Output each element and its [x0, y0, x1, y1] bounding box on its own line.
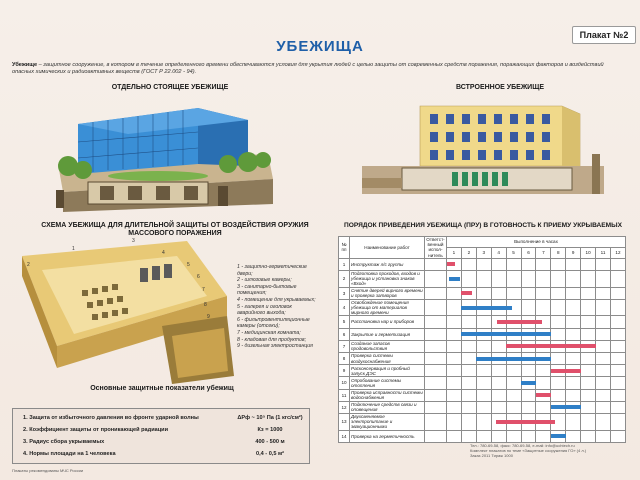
col-header-executor: Ответст-венный испол-нитель [426, 237, 445, 258]
hour-cell [566, 299, 581, 316]
hour-cell [461, 258, 476, 270]
hour-cell [447, 430, 462, 442]
work-name: Подключение средств связи и оповещения [350, 401, 425, 413]
hour-header: 11 [596, 247, 611, 258]
schedule-bar [497, 320, 542, 324]
executor-cell [425, 413, 447, 430]
hour-cell [521, 401, 536, 413]
hour-cell [610, 365, 625, 377]
hour-cell [596, 258, 611, 270]
row-number: 11 [339, 389, 350, 401]
executor-cell [425, 316, 447, 328]
schedule-bar [551, 434, 566, 438]
hour-cell [566, 377, 581, 389]
indicator-label: 3. Радиус сбора укрываемых [23, 439, 105, 445]
hour-cell [521, 287, 536, 299]
svg-text:8: 8 [204, 302, 207, 308]
legend-item: 1 - защитно-герметические [237, 264, 307, 270]
table-row [339, 401, 626, 413]
hour-cell [566, 258, 581, 270]
procedure-title: ПОРЯДОК ПРИВЕДЕНИЯ УБЕЖИЩА (ПРУ) В ГОТОВНОСТЬ К ПРИЕМУ УКРЫВАЕМЫХ [343, 222, 623, 229]
hour-cell [461, 340, 476, 352]
row-number: 7 [339, 340, 350, 352]
footer-left-note: Плакаты рекомендованы МЧС России [12, 468, 84, 473]
indicator-label: 1. Защита от избыточного давления во фронте ударной волны [23, 415, 199, 421]
svg-text:5: 5 [187, 262, 190, 268]
hour-cell [461, 316, 476, 328]
executor-cell [425, 287, 447, 299]
row-number: 3 [339, 287, 350, 299]
executor-cell [425, 299, 447, 316]
col-header-hours-title: Выполнение в часах [447, 237, 626, 248]
hour-cell [581, 299, 596, 316]
indicator-label: 4. Нормы площади на 1 человека [23, 451, 116, 457]
svg-text:9: 9 [207, 314, 210, 320]
hour-header: 2 [461, 247, 476, 258]
hour-cell [447, 389, 462, 401]
hour-cell [447, 328, 462, 340]
work-name: Освобождение помещения убежища от материалов мирного времени [350, 299, 425, 316]
hour-cell [447, 377, 462, 389]
hour-cell [506, 401, 521, 413]
hour-cell [506, 430, 521, 442]
hour-cell [610, 352, 625, 364]
hour-cell [551, 287, 566, 299]
hour-cell [596, 316, 611, 328]
table-row [339, 389, 626, 401]
hour-cell [491, 287, 506, 299]
schedule-bar [551, 405, 581, 409]
indicators-title: Основные защитные показатели убежищ [90, 385, 234, 392]
hour-cell [521, 389, 536, 401]
legend-item: 3 - санитарно-бытовые [237, 283, 297, 290]
executor-cell [425, 352, 447, 364]
definition-text [12, 62, 624, 76]
svg-text:2: 2 [27, 262, 30, 268]
indicator-value: 0,4 - 0,5 м² [255, 451, 285, 457]
hour-cell [581, 401, 596, 413]
hour-cell [581, 377, 596, 389]
hour-cell [491, 271, 506, 288]
hour-header: 6 [521, 247, 536, 258]
hour-cell [581, 258, 596, 270]
row-number: 6 [339, 328, 350, 340]
col-header-num: № пп [339, 237, 350, 259]
executor-cell [425, 389, 447, 401]
hour-cell [536, 377, 551, 389]
hour-cell [506, 287, 521, 299]
hour-cell [610, 413, 625, 430]
hour-cell [581, 352, 596, 364]
hour-cell [551, 271, 566, 288]
hour-cell [551, 258, 566, 270]
legend-item: 2 - шлюзовые камеры; [237, 277, 292, 284]
table-row [339, 413, 626, 430]
hour-cell [461, 377, 476, 389]
hour-cell [506, 377, 521, 389]
hour-cell [581, 365, 596, 377]
hour-cell [581, 413, 596, 430]
row-number: 8 [339, 352, 350, 364]
hour-cell [551, 352, 566, 364]
executor-cell [425, 258, 447, 270]
hour-header: 12 [610, 247, 625, 258]
legend-item: 4 - помещение для укрываемых; [237, 296, 316, 303]
work-name: Проверка системы воздухоснабжения [350, 352, 425, 364]
schedule-bar [476, 357, 551, 361]
svg-text:4: 4 [162, 250, 165, 256]
hour-cell [476, 287, 491, 299]
indicator-value: 400 - 500 м [255, 439, 285, 445]
hour-cell [596, 299, 611, 316]
hour-cell [566, 352, 581, 364]
hour-cell [521, 365, 536, 377]
hour-cell [447, 413, 462, 430]
poster-number-badge: Плакат №2 [572, 26, 636, 44]
hour-cell [447, 287, 462, 299]
table-row [339, 430, 626, 442]
hour-cell [596, 377, 611, 389]
schedule-bar [449, 277, 459, 281]
builtin-shelter-illustration [342, 94, 627, 204]
row-number: 9 [339, 365, 350, 377]
hour-cell [491, 430, 506, 442]
hour-cell [551, 316, 566, 328]
row-number: 10 [339, 377, 350, 389]
svg-text:1: 1 [72, 246, 75, 252]
hour-cell [461, 430, 476, 442]
protective-indicators-box [12, 385, 310, 464]
hour-cell [610, 258, 625, 270]
hour-cell [581, 316, 596, 328]
hour-cell [596, 340, 611, 352]
hour-cell [461, 389, 476, 401]
hour-cell [476, 401, 491, 413]
schedule-bar [461, 291, 471, 295]
hour-cell [581, 287, 596, 299]
hour-cell [566, 389, 581, 401]
hour-cell [461, 365, 476, 377]
hour-cell [521, 271, 536, 288]
schedule-bar [496, 420, 556, 424]
standalone-shelter-illustration [48, 94, 278, 214]
standalone-shelter-title: ОТДЕЛЬНО СТОЯЩЕЕ УБЕЖИЩЕ [111, 84, 229, 91]
work-name: Расконсервация и пробный запуск ДЭС [350, 365, 425, 377]
legend-item: помещения; [237, 290, 267, 297]
hour-cell [536, 299, 551, 316]
legend-item: 7 - медицинская комната; [237, 329, 301, 336]
hour-cell [610, 271, 625, 288]
hour-cell [596, 271, 611, 288]
hour-cell [566, 287, 581, 299]
hour-cell [536, 365, 551, 377]
work-name: Подготовка проходов, входов и убежища и установка знаков «Вход» [350, 271, 425, 288]
page-title: УБЕЖИЩА [276, 38, 364, 55]
hour-cell [536, 287, 551, 299]
executor-cell [425, 401, 447, 413]
hour-cell [610, 299, 625, 316]
builtin-shelter-title: ВСТРОЕННОЕ УБЕЖИЩЕ [455, 84, 545, 91]
schedule-bar [461, 332, 551, 336]
hour-cell [476, 413, 491, 430]
hour-cell [461, 271, 476, 288]
hour-cell [461, 352, 476, 364]
hour-cell [521, 299, 536, 316]
row-number: 1 [339, 258, 350, 270]
hour-cell [551, 377, 566, 389]
hour-cell [536, 271, 551, 288]
executor-cell [425, 328, 447, 340]
hour-cell [447, 299, 462, 316]
hour-cell [476, 430, 491, 442]
work-name: Создание запасов продовольствия [350, 340, 425, 352]
hour-cell [610, 430, 625, 442]
hour-cell [581, 389, 596, 401]
hour-cell [506, 389, 521, 401]
indicator-label: 2. Коэффициент защиты от проникающей радиации [23, 427, 169, 433]
hour-cell [566, 430, 581, 442]
executor-cell [425, 430, 447, 442]
executor-cell [425, 340, 447, 352]
indicator-value: ΔPф ~ 10⁵ Па (1 кгс/см²) [237, 415, 303, 421]
hour-header: 1 [447, 247, 462, 258]
shelter-scheme-illustration [12, 236, 237, 386]
schedule-bar [551, 369, 581, 373]
hour-cell [596, 352, 611, 364]
hour-cell [476, 389, 491, 401]
hour-header: 9 [566, 247, 581, 258]
indicator-value: Кз = 1000 [257, 427, 283, 433]
hour-cell [447, 401, 462, 413]
legend-item: 8 - кладовая для продуктов; [237, 336, 307, 343]
hour-cell [596, 401, 611, 413]
row-number: 4 [339, 299, 350, 316]
hour-header: 8 [551, 247, 566, 258]
row-number: 13 [339, 413, 350, 430]
hour-cell [566, 413, 581, 430]
readiness-schedule-table [338, 236, 626, 443]
hour-cell [596, 328, 611, 340]
table-row [339, 287, 626, 299]
hour-cell [610, 340, 625, 352]
row-number: 12 [339, 401, 350, 413]
hour-cell [491, 365, 506, 377]
work-name: Опробование системы отопления [350, 377, 425, 389]
hour-cell [610, 389, 625, 401]
hour-cell [610, 328, 625, 340]
hour-cell [566, 271, 581, 288]
legend-item: аварийного выхода; [237, 310, 286, 317]
schedule-bar [521, 381, 536, 385]
work-name: Снятие дверей вирного времени и проверка затворов [351, 288, 423, 299]
hour-cell [476, 377, 491, 389]
executor-cell [425, 377, 447, 389]
hour-cell [476, 258, 491, 270]
schedule-bar [461, 306, 512, 310]
hour-cell [596, 365, 611, 377]
hour-cell [521, 430, 536, 442]
hour-cell [521, 258, 536, 270]
hour-header: 10 [581, 247, 596, 258]
hour-cell [506, 271, 521, 288]
definition-body: – защитное сооружение, в котором в течение определенного времени обеспечиваются условия для укрытия людей с целью защиты от современных средств поражения, поражающих факторов и воздействий опасных химических и радиоактивных веществ (ГОСТ Р 22.002 - 94). [12, 62, 604, 75]
hour-cell [476, 271, 491, 288]
row-number: 14 [339, 430, 350, 442]
schedule-bar [506, 344, 596, 348]
hour-cell [610, 377, 625, 389]
hour-cell [476, 340, 491, 352]
svg-text:7: 7 [202, 287, 205, 293]
hour-cell [447, 365, 462, 377]
hour-cell [491, 377, 506, 389]
definition-term: Убежище [12, 62, 38, 68]
hour-header: 5 [506, 247, 521, 258]
hour-cell [476, 365, 491, 377]
scheme-legend [237, 264, 347, 350]
hour-cell [447, 340, 462, 352]
work-name: Расстановка нар и приборов [350, 316, 425, 328]
legend-item: 9 - дизельная электростанция [237, 343, 313, 350]
hour-cell [491, 401, 506, 413]
table-row [339, 377, 626, 389]
work-name: Проверка на герметичность [350, 430, 425, 442]
hour-cell [536, 430, 551, 442]
scheme-title: СХЕМА УБЕЖИЩА ДЛЯ ДЛИТЕЛЬНОЙ ЗАЩИТЫ ОТ ВОЗДЕЙСТВИЯ ОРУЖИЯ МАССОВОГО ПОРАЖЕНИЯ [41, 222, 309, 237]
hour-cell [581, 430, 596, 442]
hour-cell [491, 258, 506, 270]
hour-cell [566, 328, 581, 340]
executor-cell [425, 271, 447, 288]
executor-cell [425, 365, 447, 377]
hour-cell [596, 287, 611, 299]
publisher-line: Тел.: 780-69-58, факс: 780-69-58, e-mail: info@uchtech.ru [470, 443, 575, 448]
hour-cell [447, 316, 462, 328]
hour-cell [461, 401, 476, 413]
hour-cell [581, 328, 596, 340]
hour-cell [566, 316, 581, 328]
table-row [339, 258, 626, 270]
row-number: 5 [339, 316, 350, 328]
hour-cell [551, 389, 566, 401]
work-name: Закрытие и герметизация [350, 328, 425, 340]
work-name: Двухсменяемое электропитание и эвакуационными [350, 413, 425, 430]
legend-item: 5 - галерея и оголовок [237, 303, 292, 310]
svg-text:3: 3 [132, 238, 135, 244]
table-row [339, 271, 626, 288]
hour-cell [551, 299, 566, 316]
hour-header: 3 [476, 247, 491, 258]
svg-text:6: 6 [197, 274, 200, 280]
hour-header: 4 [491, 247, 506, 258]
publisher-line: Заказ 2011 Тираж 1000 [470, 453, 513, 458]
hour-cell [491, 389, 506, 401]
hour-cell [610, 401, 625, 413]
col-header-work: Наименование работ [350, 237, 425, 259]
hour-cell [581, 271, 596, 288]
hour-cell [506, 365, 521, 377]
schedule-bar [447, 262, 456, 266]
hour-cell [610, 316, 625, 328]
hour-cell [596, 389, 611, 401]
legend-item: 6 - фильтровентиляционные [237, 316, 310, 323]
hour-cell [506, 258, 521, 270]
work-name: Инструктаж л/с группы [350, 258, 425, 270]
table-row [339, 316, 626, 328]
hour-cell [447, 352, 462, 364]
schedule-bar [536, 393, 551, 397]
hour-cell [610, 287, 625, 299]
hour-cell [491, 340, 506, 352]
legend-item: двери; [237, 270, 253, 277]
hour-cell [461, 413, 476, 430]
hour-cell [551, 328, 566, 340]
hour-cell [476, 316, 491, 328]
publisher-line: Комплект плакатов по теме «Защитные сооружения ГО» (4 л.) [470, 448, 587, 453]
legend-item: камеры (отсеки); [237, 323, 280, 330]
hour-cell [596, 430, 611, 442]
table-row [339, 365, 626, 377]
hour-cell [536, 401, 551, 413]
work-name: Проверка исправности системы водоснабжения [351, 389, 423, 401]
hour-cell [536, 258, 551, 270]
hour-cell [596, 413, 611, 430]
row-number: 2 [339, 271, 350, 288]
hour-header: 7 [536, 247, 551, 258]
